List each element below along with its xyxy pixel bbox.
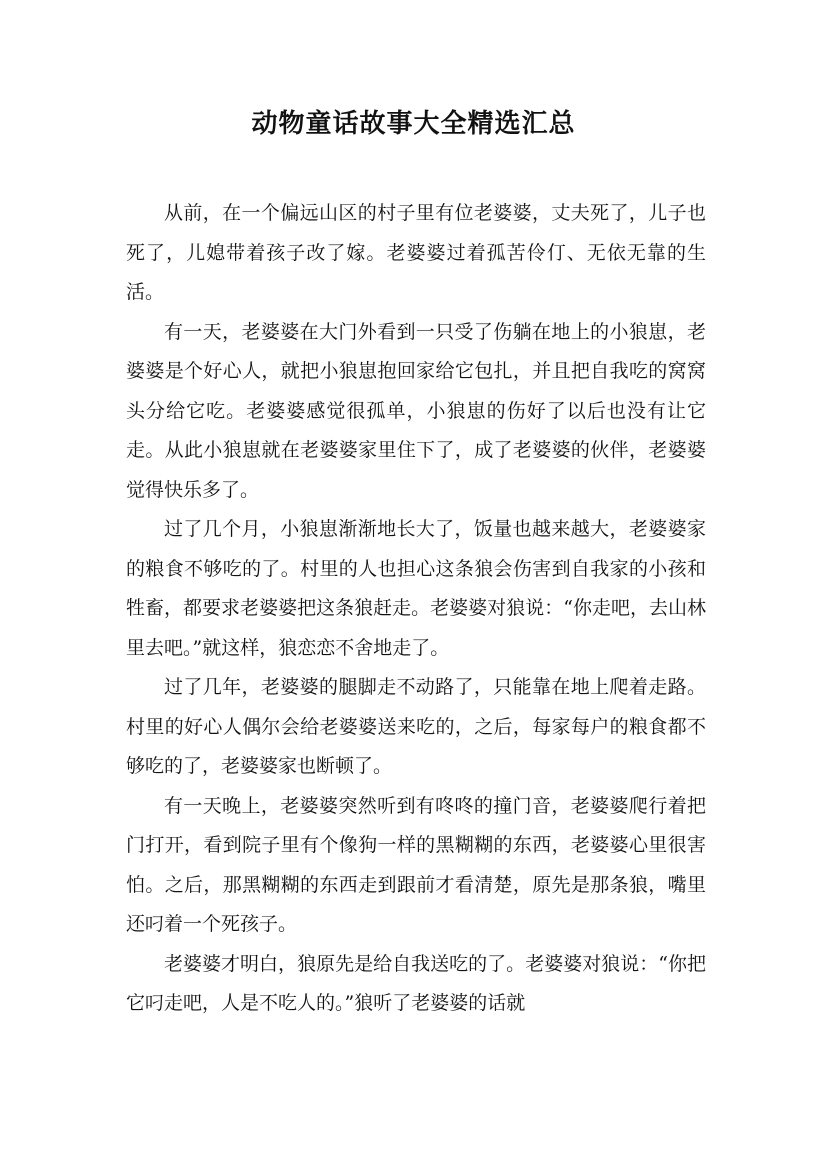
document-title: 动物童话故事大全精选汇总 [251,109,576,139]
paragraph-1: 从前，在一个偏远山区的村子里有位老婆婆，丈夫死了，儿子也死了，儿媳带着孩子改了嫁。老婆婆过着孤苦伶仃、无依无靠的生活。 [126,202,706,303]
paragraph-6: 老婆婆才明白，狼原先是给自我送吃的了。老婆婆对狼说：“你把它叼走吧，人是不吃人的。”狼听了老婆婆的话就 [126,952,706,1014]
paragraph-4: 过了几年，老婆婆的腿脚走不动路了，只能靠在地上爬着走路。村里的好心人偶尔会给老婆婆送来吃的，之后，每家每户的粮食都不够吃的了，老婆婆家也断顿了。 [126,676,706,777]
paragraph-2: 有一天，老婆婆在大门外看到一只受了伤躺在地上的小狼崽，老婆婆是个好心人，就把小狼崽抱回家给它包扎，并且把自我吃的窝窝头分给它吃。老婆婆感觉很孤单，小狼崽的伤好了以后也没有让它走。从此小狼崽就在老婆婆家里住下了，成了老婆婆的伙伴，老婆婆觉得快乐多了。 [126,320,706,501]
paragraph-5: 有一天晚上，老婆婆突然听到有咚咚的撞门音，老婆婆爬行着把门打开，看到院子里有个像狗一样的黑糊糊的东西，老婆婆心里很害怕。之后，那黑糊糊的东西走到跟前才看清楚，原先是那条狼，嘴里还叼着一个死孩子。 [126,794,706,935]
paragraph-3: 过了几个月，小狼崽渐渐地长大了，饭量也越来越大，老婆婆家的粮食不够吃的了。村里的人也担心这条狼会伤害到自我家的小孩和牲畜，都要求老婆婆把这条狼赶走。老婆婆对狼说：“你走吧，去山林里去吧。”就这样，狼恋恋不舍地走了。 [126,518,706,659]
document-body [126,194,706,1024]
